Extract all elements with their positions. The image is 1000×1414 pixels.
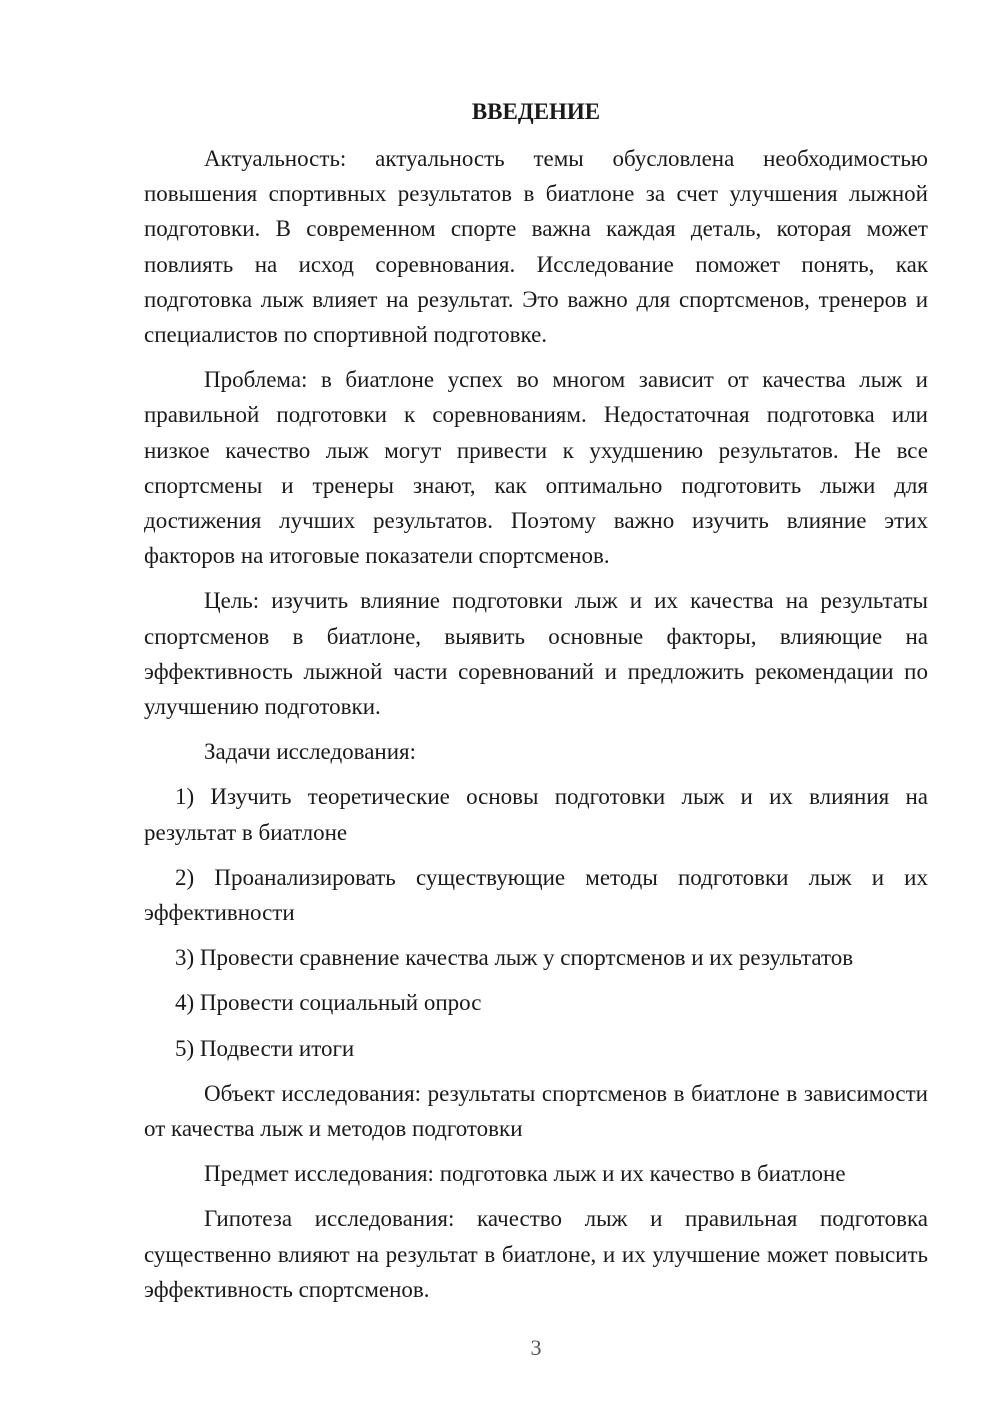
paragraph-hypothesis: Гипотеза исследования: качество лыж и правильная подготовка существенно влияют на результат в биатлоне, и их улучшение может повысить эффективность спортсменов. [144, 1206, 928, 1302]
paragraph-relevance: Актуальность: актуальность темы обусловлена необходимостью повышения спортивных результатов в биатлоне за счет улучшения лыжной подготовки. В современном спорте важна каждая деталь, которая может повлиять на исход соревнования. Исследование поможет понять, как подготовка лыж влияет на результат. Это важно для спортсменов, тренеров и специалистов по спортивной подготовке. [144, 146, 928, 348]
paragraph-tasks-heading: Задачи исследования: [204, 739, 417, 765]
task-item-2: 2) Проанализировать существующие методы подготовки лыж и их эффективности [144, 864, 928, 926]
task-item-5: 5) Подвести итоги [175, 1035, 355, 1061]
task-item-3: 3) Провести сравнение качества лыж у спортсменов и их результатов [175, 945, 854, 971]
paragraph-problem: Проблема: в биатлоне успех во многом зависит от качества лыж и правильной подготовки к соревнованиям. Недостаточная подготовка или низкое качество лыж могут привести к ухудшению результатов. Не все спортсмены и тренеры знают, как оптимально подготовить лыжи для достижения лучших результатов. Поэтому важно изучить влияние этих факторов на итоговые показатели спортсменов. [144, 367, 928, 569]
paragraph-goal: Цель: изучить влияние подготовки лыж и их качества на результаты спортсменов в биатлоне, выявить основные факторы, влияющие на эффективность лыжной части соревнований и предложить рекомендации по улучшению подготовки. [144, 588, 928, 720]
task-item-4: 4) Провести социальный опрос [175, 990, 482, 1016]
page-number: 3 [530, 1335, 542, 1360]
paragraph-subject: Предмет исследования: подготовка лыж и их качество в биатлоне [204, 1161, 846, 1187]
task-item-1: 1) Изучить теоретические основы подготовки лыж и их влияния на результат в биатлоне [144, 784, 928, 845]
paragraph-object: Объект исследования: результаты спортсменов в биатлоне в зависимости от качества лыж и методов подготовки [144, 1080, 928, 1142]
document-page [144, 94, 928, 1317]
section-title: ВВЕДЕНИЕ [471, 99, 601, 124]
